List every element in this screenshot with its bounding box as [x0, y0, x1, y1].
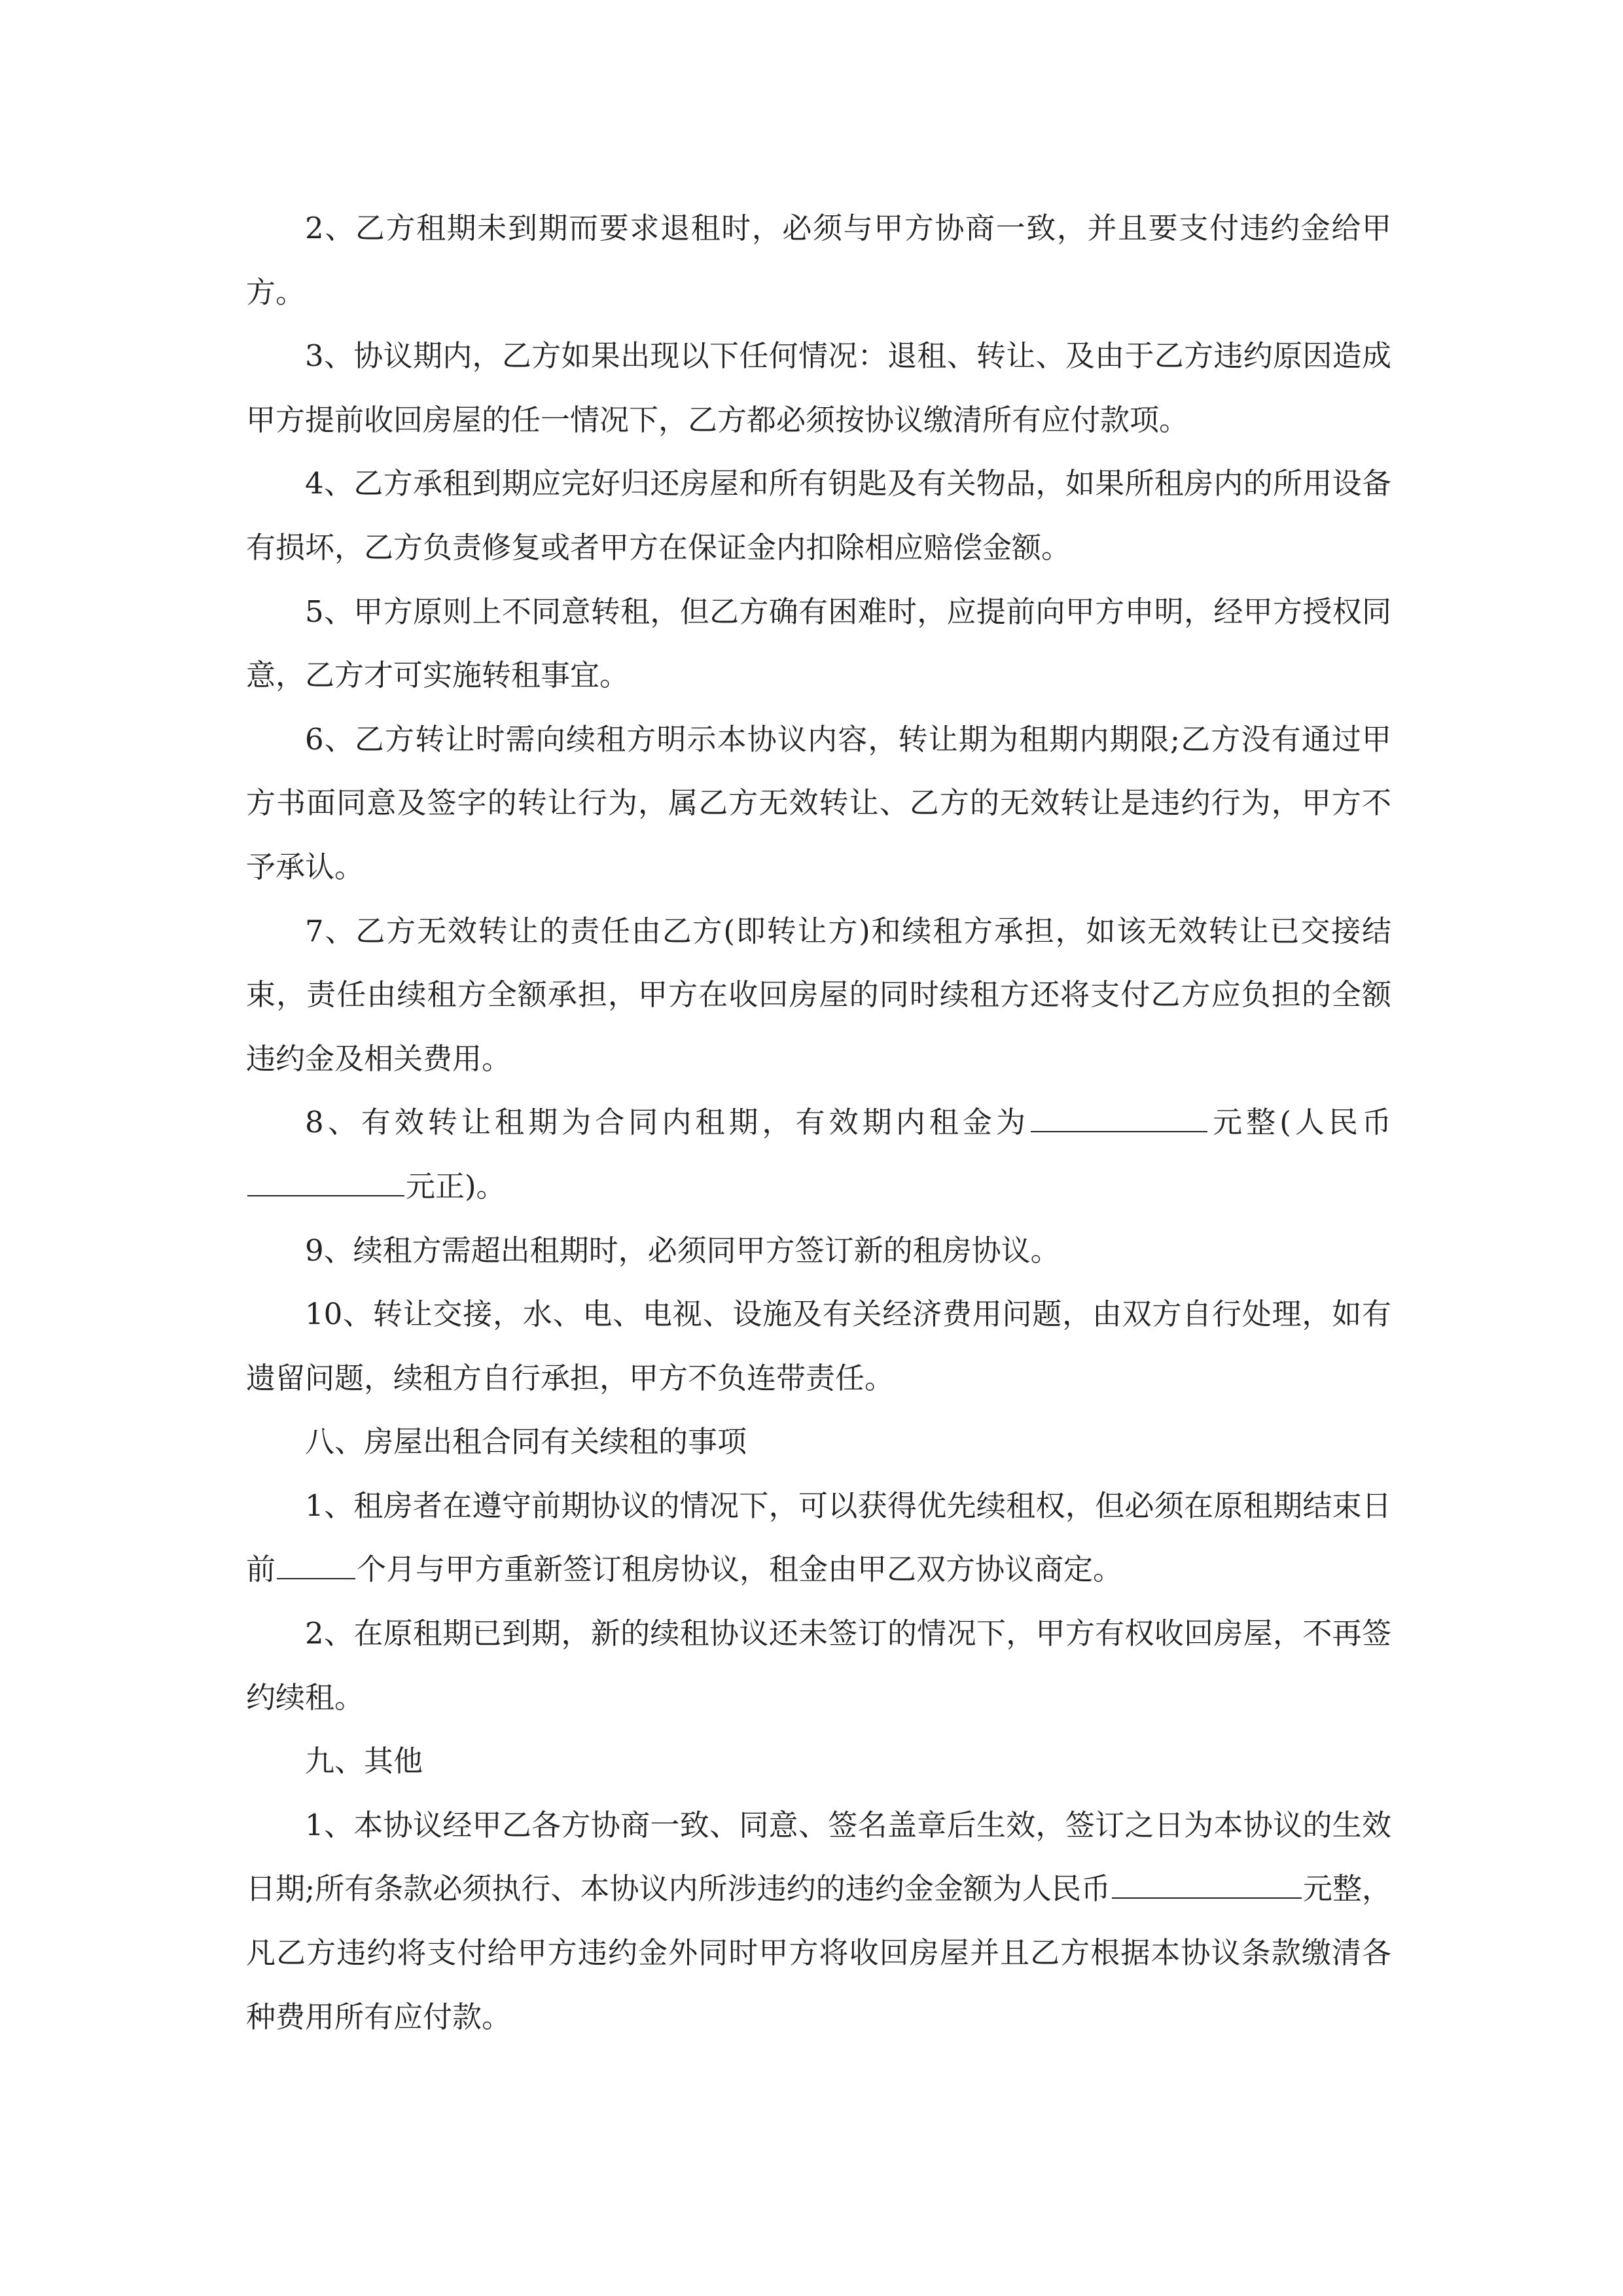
clause-text: 10、转让交接，水、电、电视、设施及有关经济费用问题，由双方自行处理，如有遗留问题，续租方自行承担，甲方不负连带责任。: [246, 1297, 1391, 1395]
clause-5-sublet: [246, 580, 1391, 708]
clause-text: 元正)。: [406, 1168, 506, 1204]
clause-text: 4、乙方承租到期应完好归还房屋和所有钥匙及有关物品，如果所租房内的所用设备有损坏，乙方负责修复或者甲方在保证金内扣除相应赔偿金额。: [246, 466, 1391, 565]
clause-text: 5、甲方原则上不同意转租，但乙方确有困难时，应提前向甲方申明，经甲方授权同意，乙方才可实施转租事宜。: [246, 594, 1391, 693]
months-blank[interactable]: [277, 1547, 355, 1579]
renewal-clause-1: [246, 1474, 1391, 1602]
clause-10-handover: [246, 1282, 1391, 1410]
renewal-clause-2: [246, 1602, 1391, 1729]
clause-2-early-termination: [246, 196, 1391, 324]
section-heading-9: [246, 1729, 1391, 1793]
clause-4-return-property: [246, 452, 1391, 579]
clause-text: 3、协议期内，乙方如果出现以下任何情况：退租、转让、及由于乙方违约原因造成甲方提前收回房屋的任一情况下，乙方都必须按协议缴清所有应付款项。: [246, 338, 1391, 437]
clause-3-settlement: [246, 324, 1391, 452]
clause-text: 元整(人民币: [1209, 1105, 1391, 1140]
clause-7-invalid-transfer: [246, 899, 1391, 1091]
clause-text: 9、续租方需超出租期时，必须同甲方签订新的租房协议。: [305, 1232, 1060, 1268]
other-clause-1: [246, 1793, 1391, 2049]
clause-text: 元整，凡乙方违约将支付给甲方违约金外同时甲方将收回房屋并且乙方根据本协议条款缴清各种费用所有应付款。: [246, 1871, 1391, 2034]
clause-text: 1、本协议经甲乙各方协商一致、同意、签名盖章后生效，签订之日为本协议的生效日期;所有条款必须执行、本协议内所涉违约的违约金金额为人民币: [246, 1807, 1391, 1907]
clause-text: 8、有效转让租期为合同内租期，有效期内租金为: [305, 1105, 1030, 1140]
clause-8-transfer-rent: [246, 1090, 1391, 1218]
section-heading-8: [246, 1410, 1391, 1474]
penalty-amount-blank[interactable]: [1112, 1867, 1302, 1899]
section-title: 九、其他: [305, 1744, 423, 1779]
clause-text: 个月与甲方重新签订租房协议，租金由甲乙双方协议商定。: [357, 1552, 1123, 1587]
clause-text: 6、乙方转让时需向续租方明示本协议内容，转让期为租期内期限;乙方没有通过甲方书面同意及签字的转让行为，属乙方无效转让、乙方的无效转让是违约行为，甲方不予承认。: [246, 721, 1391, 884]
section-title: 八、房屋出租合同有关续租的事项: [305, 1424, 747, 1460]
clause-text: 1、租房者在遵守前期协议的情况下，可以获得优先续租权，但必须在原租期结束日前: [246, 1488, 1391, 1587]
clause-9-renewal-period: [246, 1219, 1391, 1283]
rmb-amount-blank[interactable]: [247, 1164, 404, 1196]
rent-amount-blank[interactable]: [1031, 1100, 1207, 1132]
clause-text: 7、乙方无效转让的责任由乙方(即转让方)和续租方承担，如该无效转让已交接结束，责任由续租方全额承担，甲方在收回房屋的同时续租方还将支付乙方应负担的全额违约金及相关费用。: [246, 913, 1391, 1076]
document-body: [246, 196, 1391, 2049]
clause-text: 2、乙方租期未到期而要求退租时，必须与甲方协商一致，并且要支付违约金给甲方。: [246, 211, 1391, 310]
clause-6-transfer: [246, 708, 1391, 899]
clause-text: 2、在原租期已到期，新的续租协议还未签订的情况下，甲方有权收回房屋，不再签约续租。: [246, 1616, 1391, 1715]
